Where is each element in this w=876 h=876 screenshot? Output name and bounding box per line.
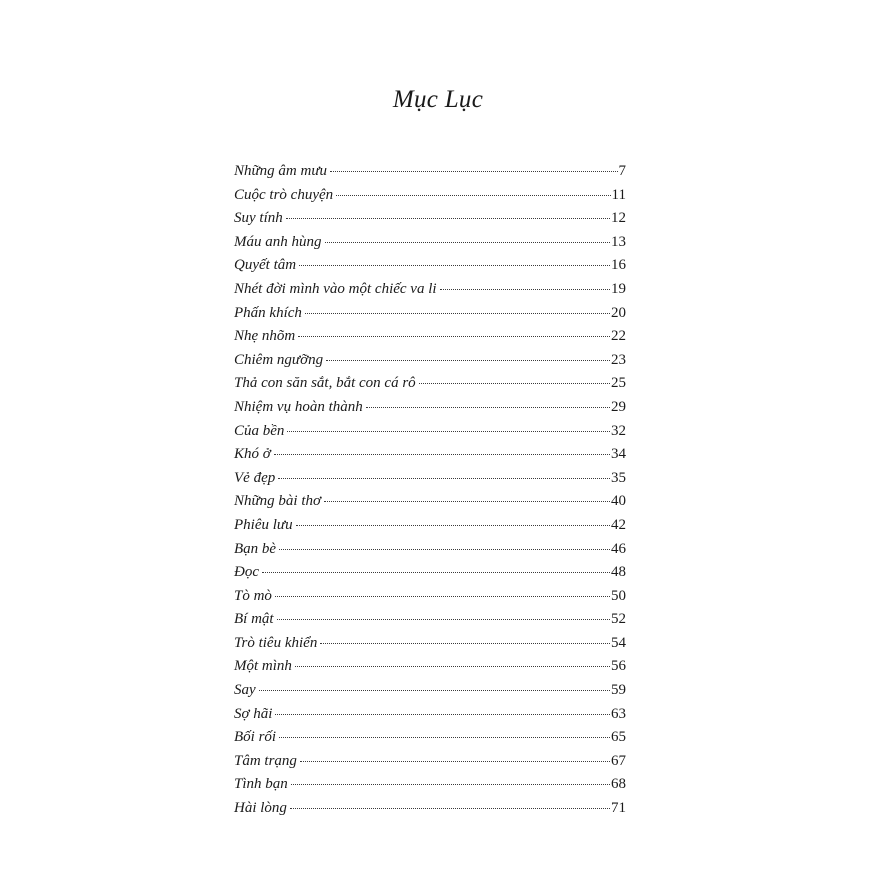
toc-entry bbox=[234, 773, 626, 797]
toc-entry-page: 7 bbox=[618, 163, 626, 179]
toc-entry-title: Đọc bbox=[234, 564, 259, 581]
toc-entry-page: 59 bbox=[611, 682, 626, 699]
toc-entry-page: 48 bbox=[611, 564, 626, 581]
dot-leader bbox=[262, 572, 610, 573]
toc-entry-title: Bạn bè bbox=[234, 540, 277, 557]
toc-entry-page: 22 bbox=[611, 328, 626, 345]
toc-entry bbox=[234, 254, 626, 278]
toc-entry-page: 46 bbox=[611, 540, 626, 557]
toc-entry bbox=[234, 160, 626, 184]
toc-entry-page: 11 bbox=[611, 186, 626, 203]
toc-entry-title: Suy tính bbox=[234, 210, 283, 227]
dot-leader bbox=[295, 666, 610, 667]
toc-entry-page: 71 bbox=[611, 800, 626, 817]
toc-entry-title: Phấn khích bbox=[234, 304, 302, 321]
toc-entry-title: Máu anh hùng bbox=[234, 233, 322, 250]
toc-entry-page: 23 bbox=[611, 351, 626, 368]
toc-entry-page: 50 bbox=[611, 587, 626, 604]
toc-entry-title: Của bền bbox=[234, 422, 285, 439]
dot-leader bbox=[278, 478, 610, 479]
toc-entry-title: Cuộc trò chuyện bbox=[234, 186, 334, 203]
toc-entry bbox=[234, 231, 626, 255]
toc-entry-title: Trò tiêu khiển bbox=[234, 634, 318, 651]
toc-entry-title: Những bài thơ bbox=[234, 493, 322, 510]
toc-entry bbox=[234, 750, 626, 774]
toc-entry-title: Phiêu lưu bbox=[234, 516, 293, 533]
dot-leader bbox=[275, 596, 610, 597]
dot-leader bbox=[305, 313, 610, 314]
toc-entry bbox=[234, 538, 626, 562]
toc-entry-title: Những âm mưu bbox=[234, 163, 328, 179]
toc-entry-title: Vẻ đẹp bbox=[234, 469, 276, 486]
dot-leader bbox=[330, 171, 617, 172]
dot-leader bbox=[296, 525, 610, 526]
toc-entry-page: 63 bbox=[611, 705, 626, 722]
toc-entry bbox=[234, 608, 626, 632]
toc-entry-page: 52 bbox=[611, 611, 626, 628]
toc-entry-title: Nhẹ nhõm bbox=[234, 328, 296, 345]
toc-entry-page: 29 bbox=[611, 398, 626, 415]
toc-entry bbox=[234, 797, 626, 821]
dot-leader bbox=[274, 454, 610, 455]
toc-entry-title: Chiêm ngưỡng bbox=[234, 351, 324, 368]
toc-entry bbox=[234, 325, 626, 349]
toc-entry-page: 56 bbox=[611, 658, 626, 675]
toc-entry-title: Say bbox=[234, 682, 256, 699]
toc-entry bbox=[234, 184, 626, 208]
dot-leader bbox=[279, 737, 610, 738]
toc-entry-page: 42 bbox=[611, 516, 626, 533]
toc-entry bbox=[234, 655, 626, 679]
dot-leader bbox=[419, 383, 610, 384]
toc-entry-title: Bí mật bbox=[234, 611, 274, 628]
toc-entry bbox=[234, 349, 626, 373]
toc-entry bbox=[234, 726, 626, 750]
toc-entry-page: 25 bbox=[611, 375, 626, 392]
toc-entry-title: Nhét đời mình vào một chiếc va li bbox=[234, 280, 437, 297]
toc-entry bbox=[234, 467, 626, 491]
dot-leader bbox=[366, 407, 610, 408]
dot-leader bbox=[277, 619, 610, 620]
toc-entry-title: Hài lòng bbox=[234, 800, 287, 817]
toc-entry-page: 19 bbox=[611, 280, 626, 297]
toc-entry bbox=[234, 585, 626, 609]
dot-leader bbox=[259, 690, 610, 691]
toc-entry-title: Tò mò bbox=[234, 587, 272, 604]
dot-leader bbox=[286, 218, 610, 219]
toc-entry-title: Sợ hãi bbox=[234, 705, 273, 722]
toc-entry-page: 65 bbox=[611, 729, 626, 746]
dot-leader bbox=[320, 643, 610, 644]
dot-leader bbox=[326, 360, 610, 361]
toc-entry bbox=[234, 514, 626, 538]
dot-leader bbox=[290, 808, 610, 809]
dot-leader bbox=[324, 501, 610, 502]
toc-entry bbox=[234, 703, 626, 727]
toc-entry-page: 67 bbox=[611, 752, 626, 769]
toc-entry bbox=[234, 490, 626, 514]
dot-leader bbox=[291, 784, 610, 785]
toc-entry-page: 12 bbox=[611, 210, 626, 227]
toc-entry bbox=[234, 561, 626, 585]
toc-entry-title: Nhiệm vụ hoàn thành bbox=[234, 398, 363, 415]
toc-entry-page: 68 bbox=[611, 776, 626, 793]
toc-entry bbox=[234, 632, 626, 656]
toc-entry bbox=[234, 207, 626, 231]
toc-entry bbox=[234, 396, 626, 420]
toc-entry-page: 34 bbox=[611, 446, 626, 463]
toc-entry-title: Thả con săn sắt, bắt con cá rô bbox=[234, 375, 416, 392]
toc-entry-title: Một mình bbox=[234, 658, 292, 675]
toc-entry-title: Bối rối bbox=[234, 729, 277, 746]
toc-entry-title: Tâm trạng bbox=[234, 752, 297, 769]
toc-entry bbox=[234, 302, 626, 326]
dot-leader bbox=[287, 431, 610, 432]
dot-leader bbox=[440, 289, 610, 290]
toc-entry-page: 35 bbox=[611, 469, 626, 486]
dot-leader bbox=[336, 195, 610, 196]
dot-leader bbox=[325, 242, 611, 243]
toc-entry-page: 32 bbox=[611, 422, 626, 439]
toc-entry bbox=[234, 679, 626, 703]
toc-entry bbox=[234, 278, 626, 302]
dot-leader bbox=[298, 336, 610, 337]
toc-entry-page: 16 bbox=[611, 257, 626, 274]
toc-entry-title: Tình bạn bbox=[234, 776, 288, 793]
toc-entry bbox=[234, 443, 626, 467]
toc-entry bbox=[234, 372, 626, 396]
toc-entry-page: 40 bbox=[611, 493, 626, 510]
dot-leader bbox=[279, 549, 610, 550]
dot-leader bbox=[275, 714, 610, 715]
toc-entry-page: 20 bbox=[611, 304, 626, 321]
page-title: Mục Lục bbox=[392, 86, 484, 113]
toc-entry-title: Khó ở bbox=[234, 446, 271, 463]
toc-entry bbox=[234, 420, 626, 444]
toc-entry-title: Quyết tâm bbox=[234, 257, 297, 274]
toc-entry-page: 54 bbox=[611, 634, 626, 651]
dot-leader bbox=[300, 761, 610, 762]
toc-entry-page: 13 bbox=[611, 233, 626, 250]
dot-leader bbox=[299, 265, 610, 266]
table-of-contents bbox=[234, 160, 626, 821]
